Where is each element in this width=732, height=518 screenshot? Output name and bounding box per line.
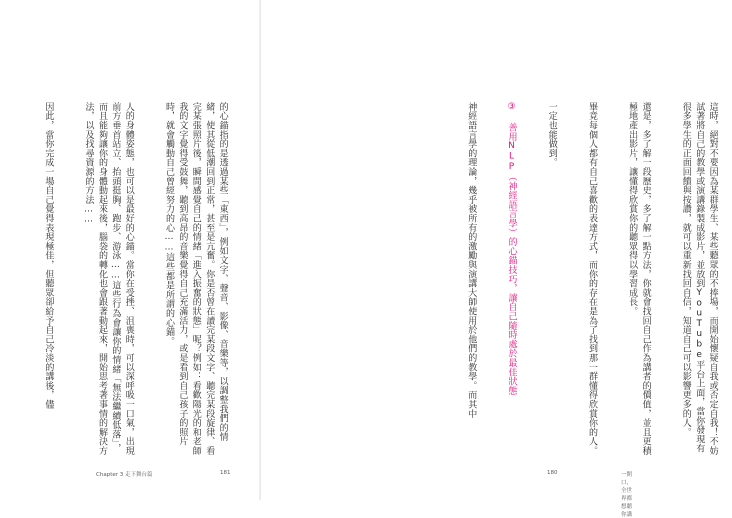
- right-page-body: [466, 102, 732, 458]
- left-paragraph-2: 人的身體姿態，也可以是最好的心錨。當你在受挫、沮喪時，可以深呼吸一口氣，出現前方垂首站立、抬頭挺胸、跑步、游泳……這些行為會讓你的情緒「無法繼續低落」，而且能夠讓你的身體動起來後，腦袋的轉化也會跟著動起來，開始思考著事情的解決方法，以及找尋資源的方法……: [83, 102, 134, 456]
- left-paragraph-3: 因此，當你完成一場自己覺得表現極佳，但聽眾卻給予自己冷淡的講後，儘: [43, 102, 54, 409]
- right-paragraph-3: 畢竟每個人都有自己喜歡的表達方式，而你的存在是為了找到那一群懂得欣賞你的人。: [586, 102, 597, 456]
- left-running-footer: Chapter 3 走下舞台篇: [96, 472, 153, 478]
- highlight-heading: ③ 善用NLP（神經語言學）的心錨技巧，讓自己隨時處於最佳狀態: [506, 102, 517, 396]
- right-paragraph-1: 這時，絕對不要因為某群學生、某些聽眾的不捧場，而開始懷疑自我或否定自我！不妨試著將自己的教學或演講錄製成影片，並放到YouTube平台上面，當你發現有很多學生的正面回饋與按讚，就可以重新找回自信，知道自己可以影響更多的人。: [680, 102, 718, 456]
- right-running-footer: 一開口，全世界都想聽你講: [621, 472, 633, 518]
- right-paragraph-4: 一定也能做到。: [546, 102, 557, 168]
- left-paragraph-1: 的心錨指的是透過某些「東西」，例如文字、聲音、影像、音樂等，以調整我們的情緒，使其從低潮回到正常，甚至是亢奮。你是否曾在讀完某段文字、聽完某段旋律、看完某張照片後，瞬間感覺自己的情緒「進入振奮的狀態」呢？例如：看歡陽光的和老師我的文字覺得受鼓舞，聽到高昂的音樂覺得自己充滿活力，或是看到自己孩子的照片時，就會觸動自己曾經努力的心……這些都是所謂的心錨。: [163, 102, 228, 456]
- left-page-body: [43, 102, 242, 458]
- left-page: [0, 0, 260, 500]
- right-page-number: 180: [547, 470, 558, 476]
- left-page-number: 181: [220, 470, 231, 476]
- right-page: [261, 0, 718, 518]
- right-paragraph-2: 還是，多了解一段歷史，多了解一點方法，你就會找回自己作為講者的價值，並且更積極地產出影片，讓懂得欣賞你的聽眾得以學習成長。: [627, 102, 651, 456]
- right-paragraph-5: 神經語言學的理論，幾乎被所有的激勵與演講大師使用於他們的教學。而其中: [466, 102, 477, 419]
